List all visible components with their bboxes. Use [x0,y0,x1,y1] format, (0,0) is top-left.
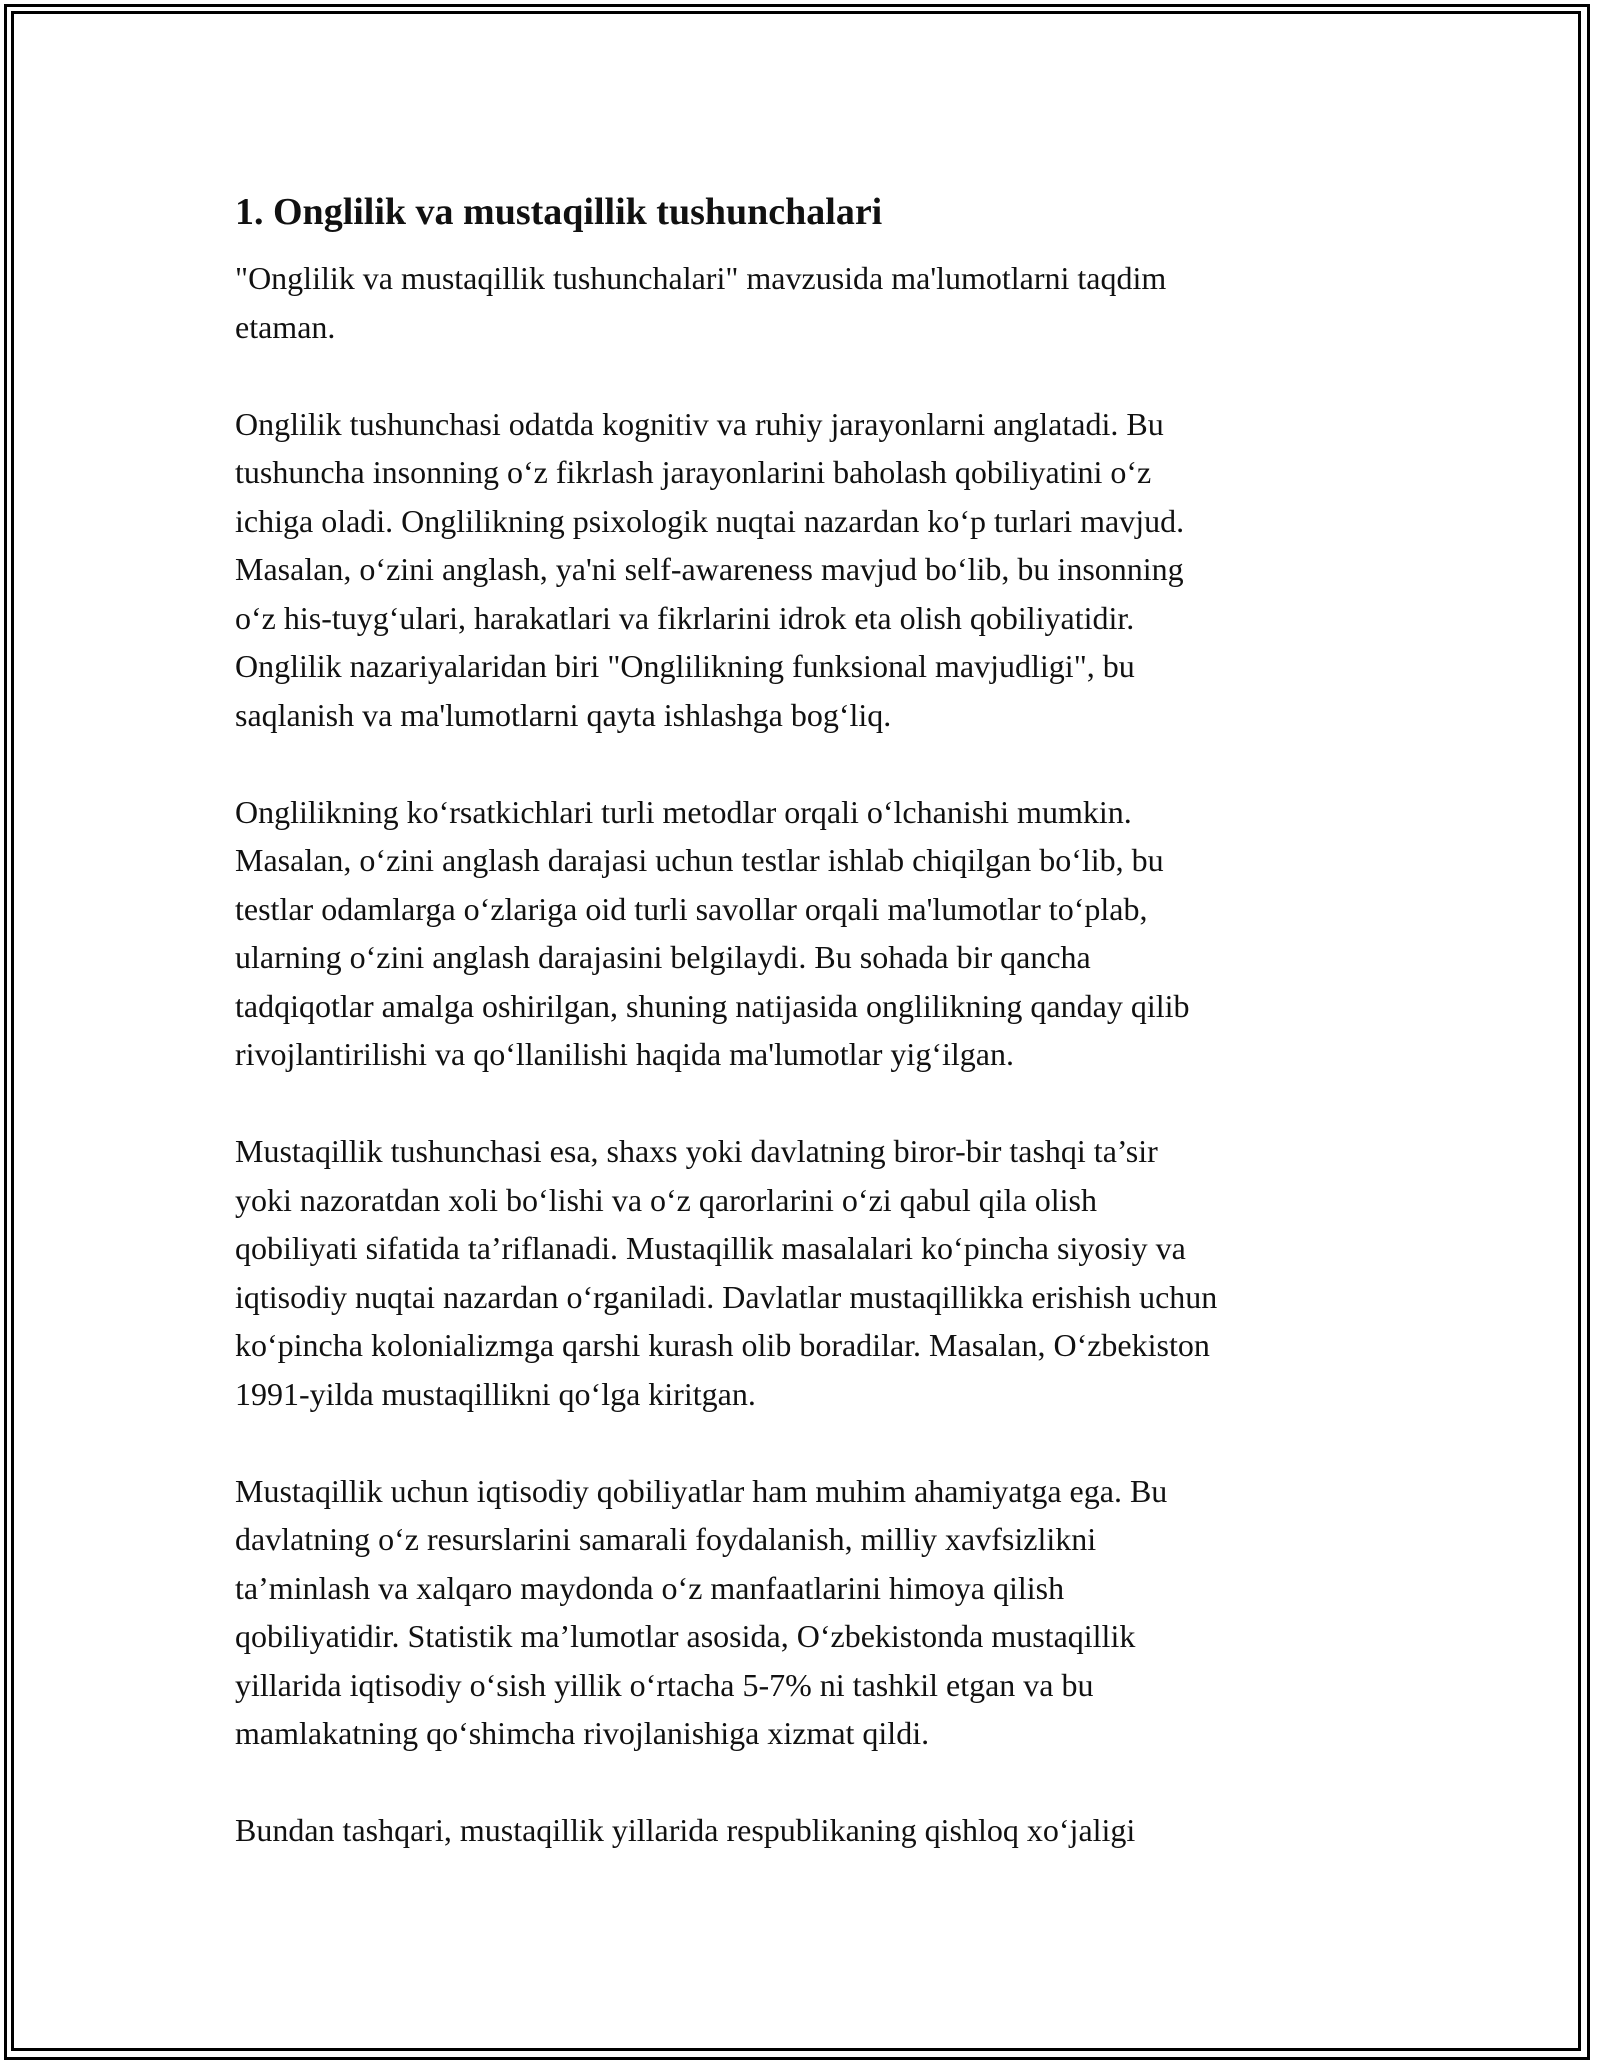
paragraph-onglilik-measurement: Onglilikning ko‘rsatkichlari turli metodlar orqali o‘lchanishi mumkin. Masalan, o‘zini anglash darajasi uchun testlar ishlab chiqilgan bo‘lib, bu testlar odamlarga o‘zlariga oid turli savollar orqali ma'lumotlar to‘plab, ularning o‘zini anglash darajasini belgilaydi. Bu sohada bir qancha tadqiqotlar amalga oshirilgan, shuning natijasida onglilikning qanday qilib rivojlantirilishi va qo‘llanilishi haqida ma'lumotlar yig‘ilgan. [235,793,1190,1072]
paragraph-intro: "Onglilik va mustaqillik tushunchalari" mavzusida ma'lumotlarni taqdim etaman. [235,260,1167,345]
document-body [235,182,1375,1903]
section-heading: 1. Onglilik va mustaqillik tushunchalari [235,191,883,233]
paragraph-mustaqillik-definition: Mustaqillik tushunchasi esa, shaxs yoki davlatning biror-bir tashqi ta’sir yoki nazoratdan xoli bo‘lishi va o‘z qarorlarini o‘zi qabul qila olish qobiliyati sifatida ta’riflanadi. Mustaqillik masalalari ko‘pincha siyosiy va iqtisodiy nuqtai nazardan o‘rganiladi. Davlatlar mustaqillikka erishish uchun ko‘pincha kolonializmga qarshi kurash olib boradilar. Masalan, O‘zbekiston 1991-yilda mustaqillikni qo‘lga kiritgan. [235,1133,1218,1412]
paragraph-mustaqillik-economy: Mustaqillik uchun iqtisodiy qobiliyatlar ham muhim ahamiyatga ega. Bu davlatning o‘z resurslarini samarali foydalanish, milliy xavfsizlikni ta’minlash va xalqaro maydonda o‘z manfaatlarini himoya qilish qobiliyatidir. Statistik ma’lumotlar asosida, O‘zbekistonda mustaqillik yillarida iqtisodiy o‘sish yillik o‘rtacha 5-7% ni tashkil etgan va bu mamlakatning qo‘shimcha rivojlanishiga xizmat qildi. [235,1472,1168,1751]
paragraph-onglilik-definition: Onglilik tushunchasi odatda kognitiv va ruhiy jarayonlarni anglatadi. Bu tushuncha insonning o‘z fikrlash jarayonlarini baholash qobiliyatini o‘z ichiga oladi. Onglilikning psixologik nuqtai nazardan ko‘p turlari mavjud. Masalan, o‘zini anglash, ya'ni self-awareness mavjud bo‘lib, bu insonning o‘z his-tuyg‘ulari, harakatlari va fikrlarini idrok eta olish qobiliyatidir. Onglilik nazariyalaridan biri "Onglilikning funksional mavjudligi", bu saqlanish va ma'lumotlarni qayta ishlashga bog‘liq. [235,405,1185,733]
paragraph-agriculture: Bundan tashqari, mustaqillik yillarida respublikaning qishloq xo‘jaligi [235,1812,1136,1848]
